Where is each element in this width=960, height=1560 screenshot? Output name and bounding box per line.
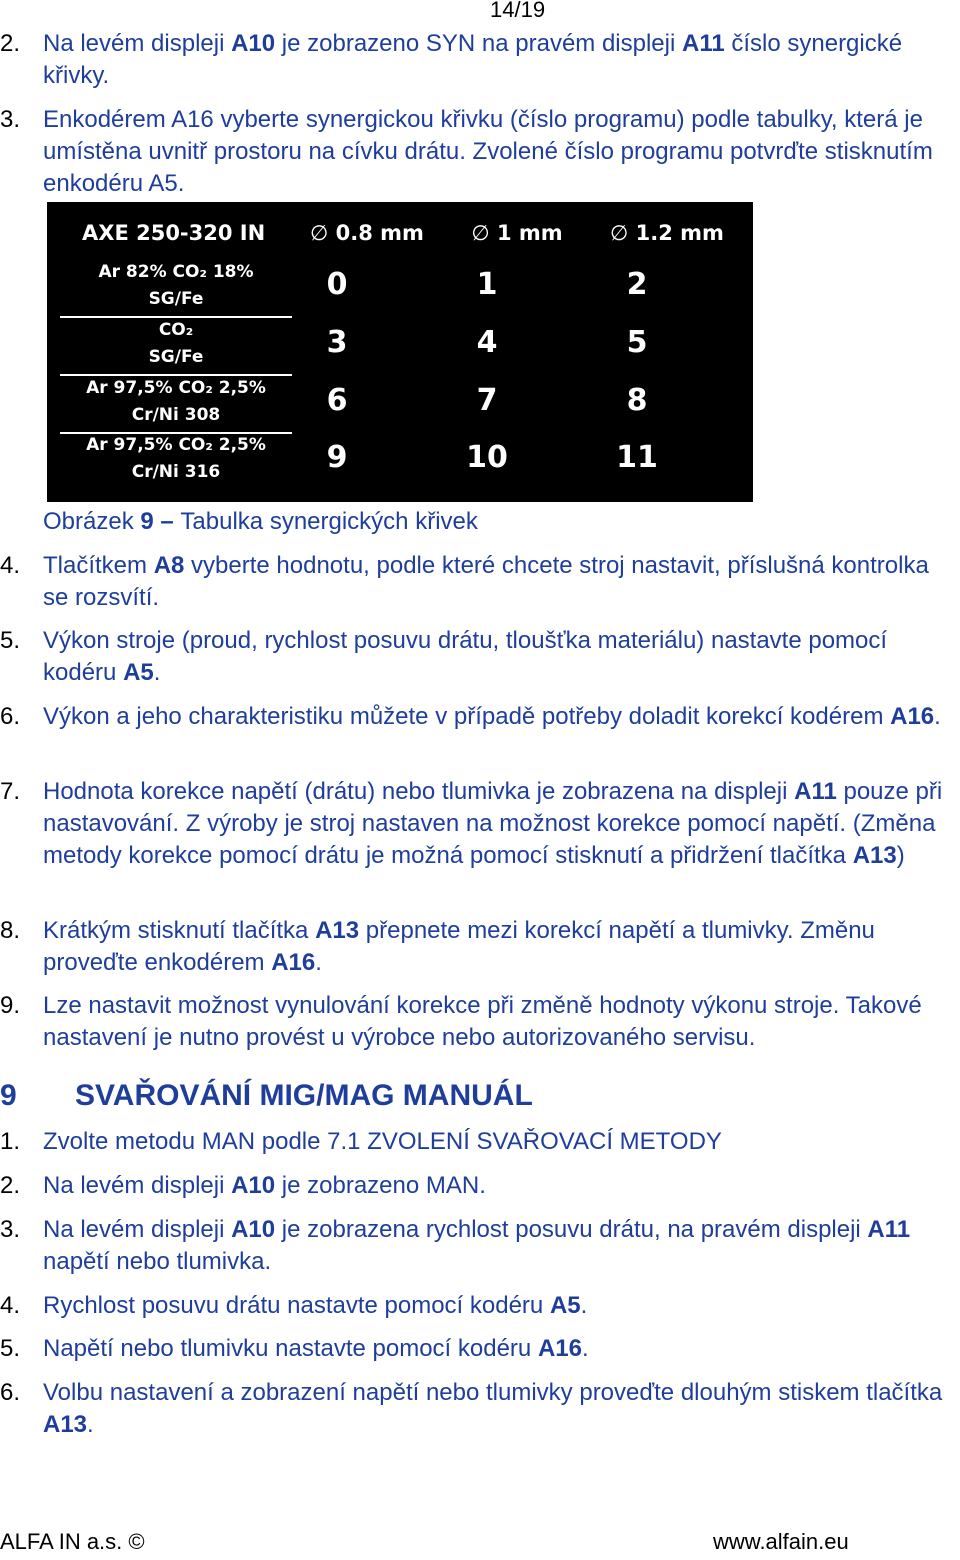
list-item-text: Na levém displeji A10 je zobrazena rychlost posuvu drátu, na pravém displeji A11 napětí nebo tlumivka. (43, 1216, 911, 1275)
table-cell-value: 4 (476, 325, 498, 360)
table-cell-value: 3 (326, 325, 348, 360)
diameter-icon: ∅ (310, 221, 329, 245)
list-item (0, 1214, 960, 1278)
diameter-icon: ∅ (610, 221, 629, 245)
table-cell-value: 6 (326, 383, 348, 418)
list-item-text: Volbu nastavení a zobrazení napětí nebo tlumivky proveďte dlouhým stiskem tlačítka A13. (43, 1379, 943, 1438)
list-item-number: 2. (0, 30, 21, 57)
list-item (0, 1126, 960, 1158)
table-row (47, 316, 753, 372)
list-item-number: 3. (0, 106, 21, 133)
table-cell-value: 2 (626, 267, 648, 302)
table-row-gas: Ar 97,5% CO₂ 2,5% Cr/Ni 308 (86, 378, 266, 425)
list-item-text: Enkodérem A16 vyberte synergickou křivku (číslo programu) podle tabulky, která je umístěna uvnitř prostoru na cívku drátu. Zvolené číslo programu potvrďte stisknutím enkodéru A5. (43, 106, 933, 197)
footer-company: ALFA IN a.s. © (0, 1529, 145, 1554)
figure-caption: Obrázek 9 – Tabulka synergických křivek (43, 508, 478, 535)
list-item-number: 6. (0, 1379, 21, 1406)
table-cell-value: 5 (626, 325, 648, 360)
list-item (0, 915, 960, 979)
list-item (0, 776, 960, 872)
table-header-col-2: ∅ 1 mm (471, 221, 563, 245)
table-row (47, 258, 753, 314)
list-item (0, 550, 960, 614)
table-row (47, 431, 753, 487)
list-item-number: 9. (0, 992, 21, 1019)
diameter-icon: ∅ (471, 221, 490, 245)
table-cell-value: 11 (616, 440, 658, 475)
list-item-text: Výkon a jeho charakteristiku můžete v případě potřeby doladit korekcí kodérem A16. (43, 703, 941, 730)
list-item (0, 1333, 960, 1365)
list-item (0, 990, 960, 1054)
list-item (0, 28, 960, 92)
table-cell-value: 7 (476, 383, 498, 418)
footer-website: www.alfain.eu (713, 1529, 849, 1554)
list-item-text: Výkon stroje (proud, rychlost posuvu drátu, tloušťka materiálu) nastavte pomocí kodéru A5. (43, 627, 888, 686)
list-item (0, 1290, 960, 1322)
list-item-number: 2. (0, 1172, 21, 1199)
table-header-model: AXE 250-320 IN (82, 221, 266, 245)
page-number: 14/19 (490, 0, 546, 22)
section-number: 9 (0, 1079, 17, 1112)
list-item-number: 7. (0, 778, 21, 805)
list-item-number: 6. (0, 703, 21, 730)
table-row-gas: Ar 97,5% CO₂ 2,5% Cr/Ni 316 (86, 435, 266, 482)
list-item (0, 1377, 960, 1441)
table-header (47, 216, 753, 252)
synergy-table (47, 202, 753, 502)
section-title: SVAŘOVÁNÍ MIG/MAG MANUÁL (75, 1079, 533, 1112)
table-header-col-3: ∅ 1.2 mm (610, 221, 724, 245)
list-item-text: Rychlost posuvu drátu nastavte pomocí kodéru A5. (43, 1292, 588, 1319)
list-item-text: Zvolte metodu MAN podle 7.1 ZVOLENÍ SVAŘOVACÍ METODY (43, 1128, 722, 1155)
table-cell-value: 8 (626, 383, 648, 418)
table-cell-value: 9 (326, 440, 348, 475)
list-item-text: Na levém displeji A10 je zobrazeno MAN. (43, 1172, 486, 1199)
list-item-text: Napětí nebo tlumivku nastavte pomocí kodéru A16. (43, 1335, 589, 1362)
list-item-number: 1. (0, 1128, 21, 1155)
list-item-number: 5. (0, 1335, 21, 1362)
table-cell-value: 1 (476, 267, 498, 302)
table-cell-value: 0 (326, 267, 348, 302)
list-item (0, 1170, 960, 1202)
list-item (0, 701, 960, 733)
list-item (0, 104, 960, 200)
table-cell-value: 10 (466, 440, 508, 475)
table-row (47, 374, 753, 430)
table-header-col-1: ∅ 0.8 mm (310, 221, 424, 245)
list-item-number: 3. (0, 1216, 21, 1243)
list-item-text: Lze nastavit možnost vynulování korekce při změně hodnoty výkonu stroje. Takové nastavení je nutno provést u výrobce nebo autorizovaného servisu. (43, 992, 922, 1051)
list-item-text: Krátkým stisknutí tlačítka A13 přepnete mezi korekcí napětí a tlumivky. Změnu proveďte enkodérem A16. (43, 917, 875, 976)
list-item-number: 5. (0, 627, 21, 654)
list-item-text: Tlačítkem A8 vyberte hodnotu, podle které chcete stroj nastavit, příslušná kontrolka se rozsvítí. (43, 552, 929, 611)
list-item (0, 625, 960, 689)
list-item-number: 4. (0, 552, 21, 579)
table-row-gas: Ar 82% CO₂ 18% SG/Fe (98, 262, 254, 309)
list-item-number: 8. (0, 917, 21, 944)
list-item-text: Na levém displeji A10 je zobrazeno SYN na pravém displeji A11 číslo synergické křivky. (43, 30, 903, 89)
list-item-text: Hodnota korekce napětí (drátu) nebo tlumivka je zobrazena na displeji A11 pouze při nastavování. Z výroby je stroj nastaven na možnost korekce pomocí napětí. (Změna metody korekce pomocí drátu je možná pomocí stisknutí a přidržení tlačítka A13) (43, 778, 943, 869)
list-item-number: 4. (0, 1292, 21, 1319)
table-row-gas: CO₂ SG/Fe (148, 320, 204, 367)
